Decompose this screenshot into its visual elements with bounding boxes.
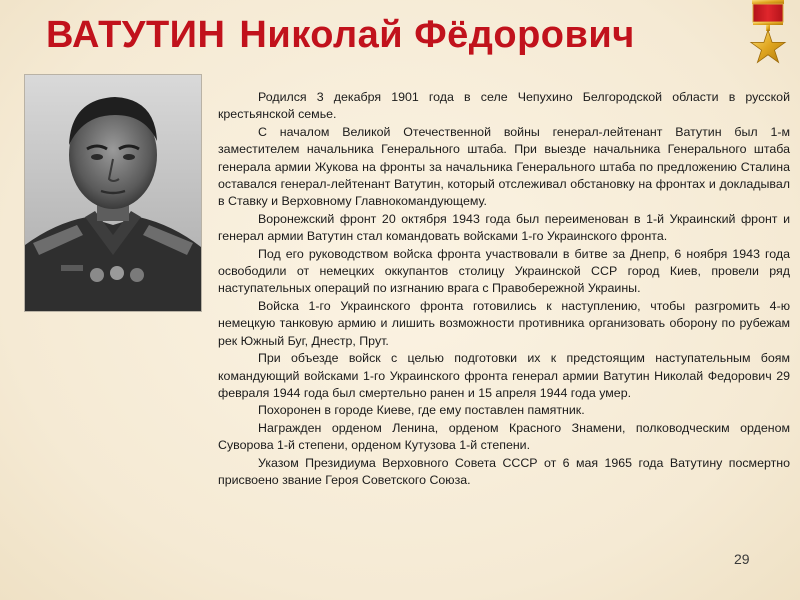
title-surname: ВАТУТИН [46, 14, 226, 56]
hero-gold-star-medal-icon [748, 0, 788, 64]
bio-paragraph: С началом Великой Отечественной войны генерал-лейтенант Ватутин был 1-м заместителем начальника Генерального штаба. При выезде начальника Генерального штаба генерала армии Жукова на фронты за начальника Генерального штаба по предложению Сталина оставался генерал-лейтенант Ватутин, который отслеживал обстановку на фронтах и докладывал в Ставку и Верховному Главнокомандующему. [218, 124, 790, 209]
title-name: Николай Фёдорович [239, 14, 635, 56]
biography-text [218, 89, 790, 489]
bio-paragraph: Награжден орденом Ленина, орденом Красного Знамени, полководческим орденом Суворова 1-й степени, орденом Кутузова 1-й степени. [218, 420, 790, 453]
slide-title [46, 14, 635, 57]
bio-paragraph: Указом Президиума Верховного Совета СССР от 6 мая 1965 года Ватутину посмертно присвоено звание Героя Советского Союза. [218, 455, 790, 487]
portrait-photo [24, 74, 202, 312]
bio-paragraph: При объезде войск с целью подготовки их к предстоящим наступательным боям командующий войсками 1-го Украинского фронта генерал армии Ватутин Николай Федорович 29 февраля 1944 года был смертельно ранен и 15 апреля 1944 года умер. [218, 351, 790, 400]
bio-paragraph: Воронежский фронт 20 октября 1943 года был переименован в 1-й Украинский фронт и генерал армии Ватутин стал командовать войсками 1-го Украинского фронта. [218, 211, 790, 244]
bio-paragraph: Родился 3 декабря 1901 года в селе Чепухино Белгородской области в русской крестьянской семье. [218, 90, 790, 122]
bio-paragraph: Похоронен в городе Киеве, где ему поставлен памятник. [258, 403, 585, 418]
page-number: 29 [734, 551, 750, 567]
bio-paragraph: Под его руководством войска фронта участвовали в битве за Днепр, 6 ноября 1943 года освободили от немецких оккупантов столицу Украинской ССР город Киев, провели ряд наступательных операций по изгнанию врага с Правобережной Украины. [218, 246, 790, 296]
bio-paragraph: Войска 1-го Украинского фронта готовились к наступлению, чтобы разгромить 4-ю немецкую танковую армию и лишить возможности противника организовать оборону по рубежам рек Южный Буг, Днестр, Прут. [218, 298, 790, 348]
